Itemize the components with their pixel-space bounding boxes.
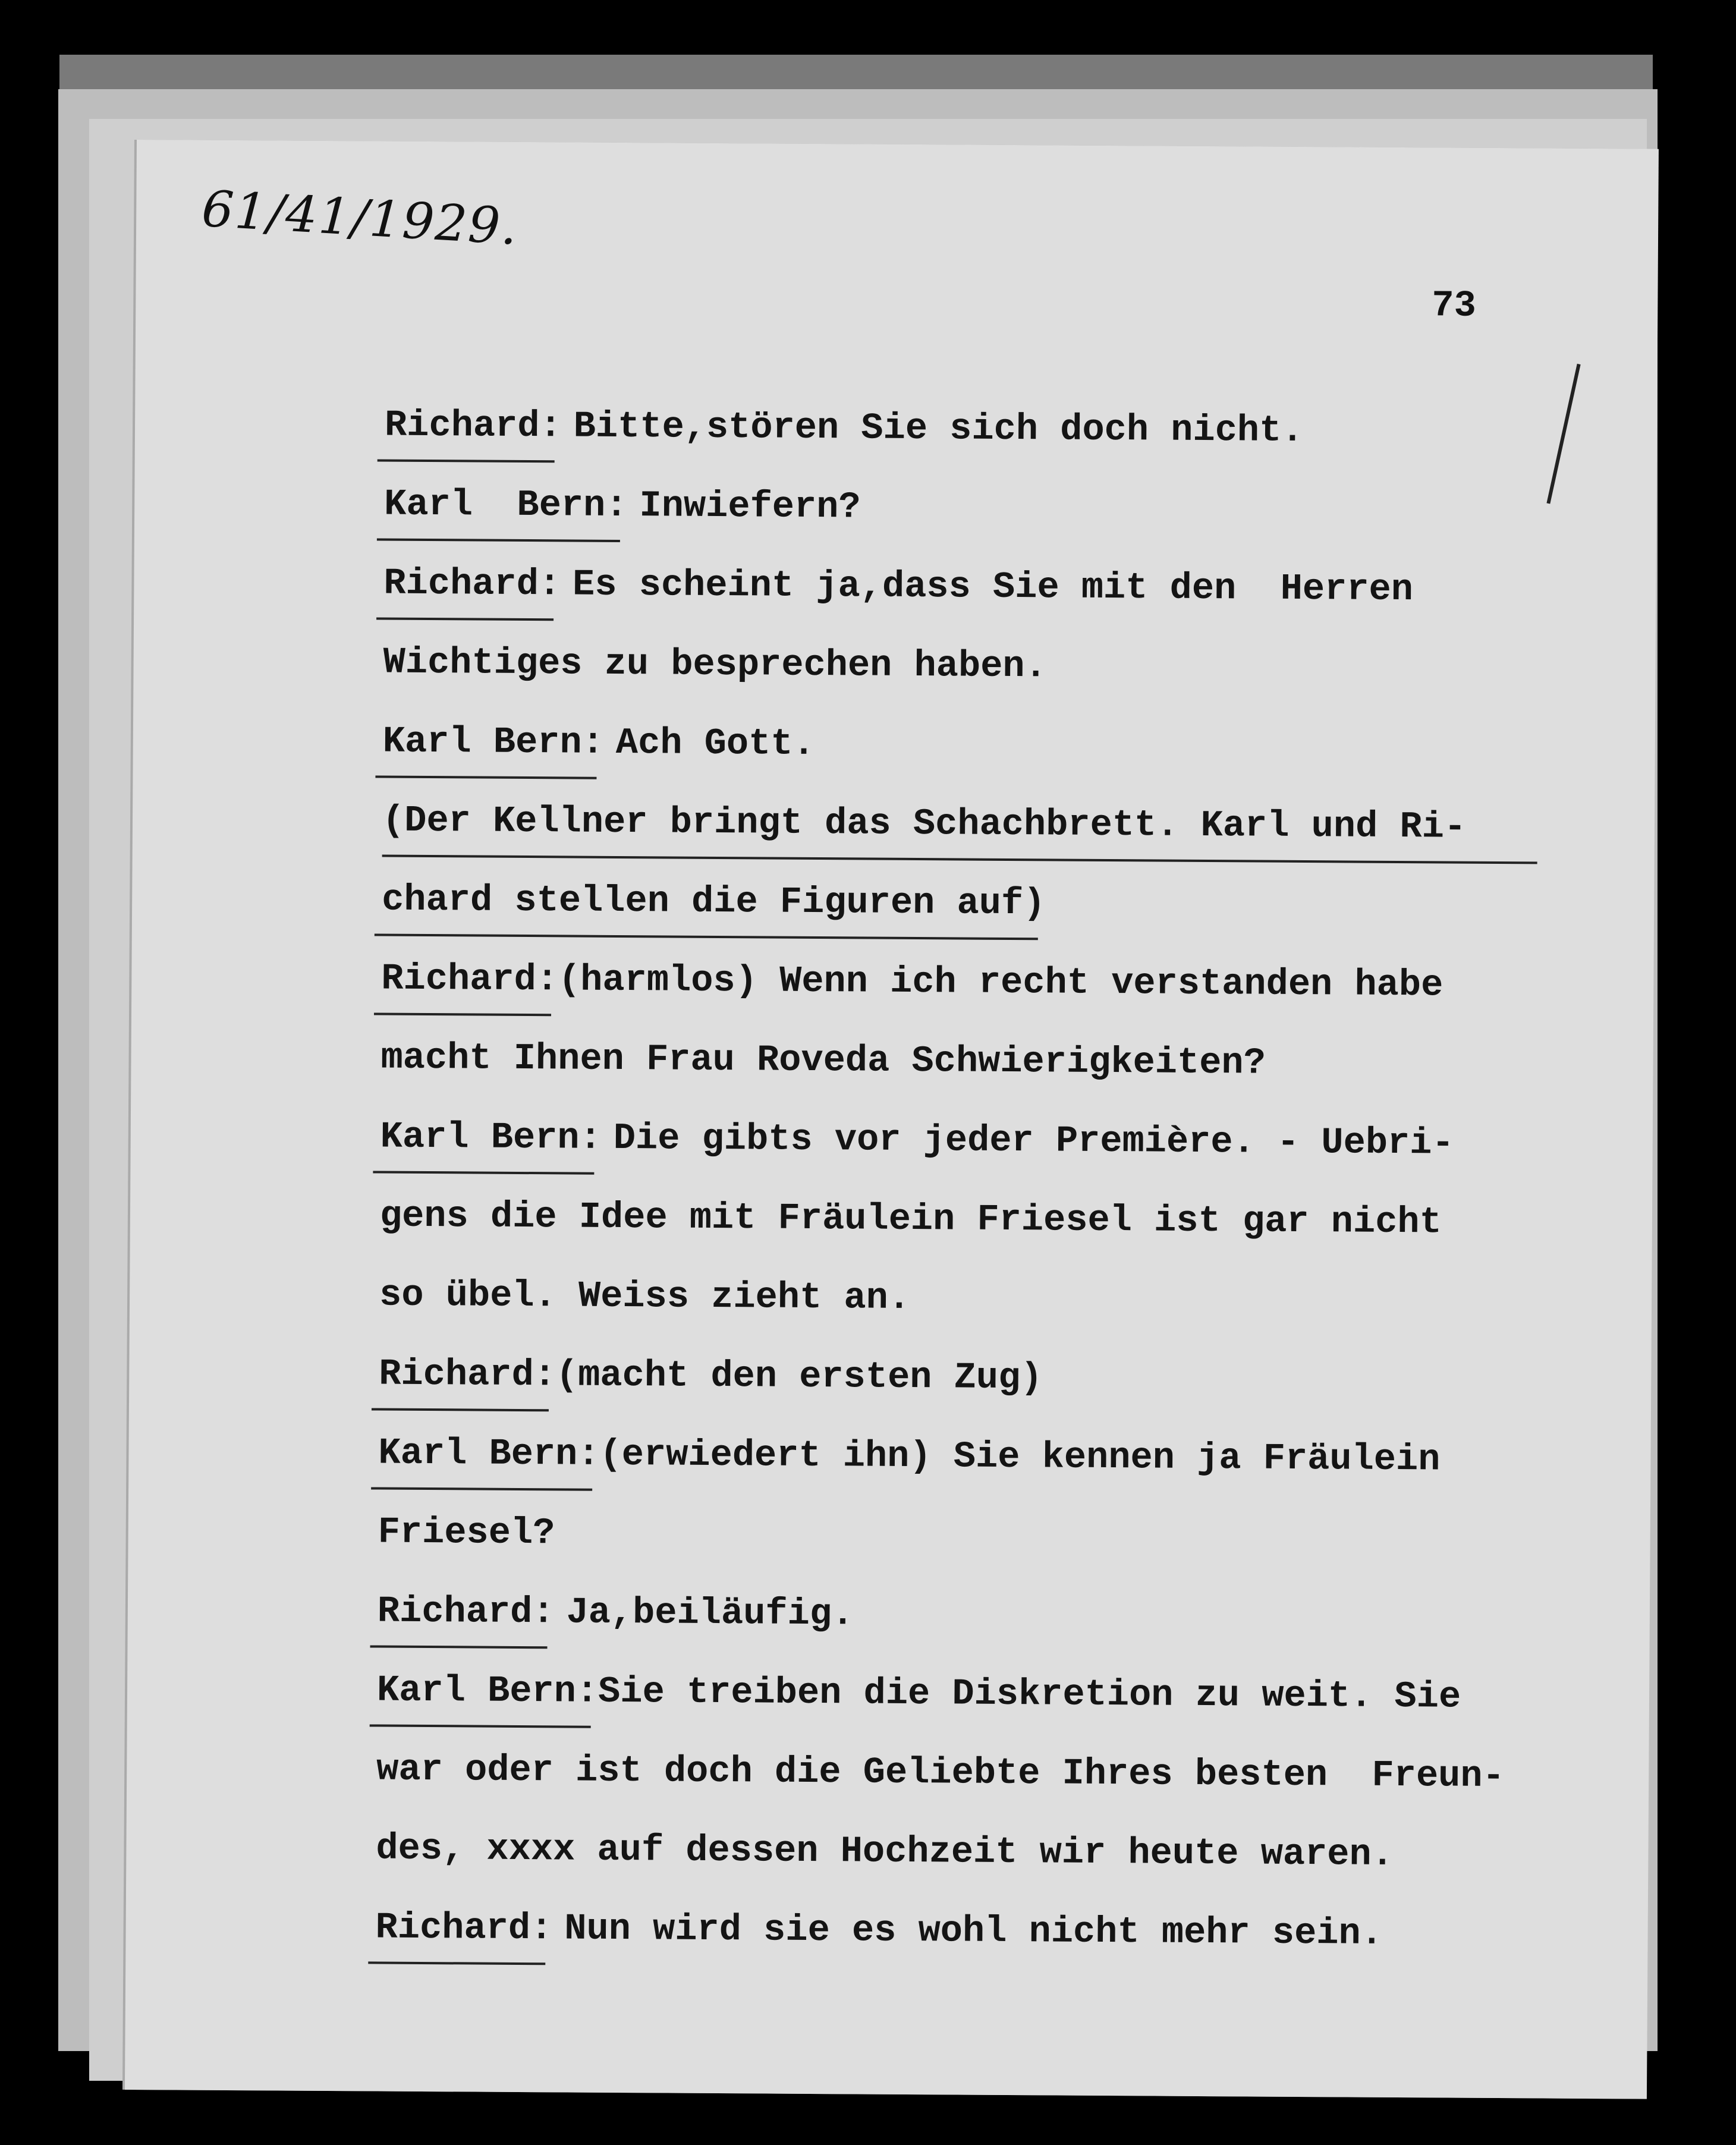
line-text: gens die Idee mit Fräulein Friesel ist gar nicht (379, 1194, 1442, 1244)
page-number: 73 (1432, 284, 1476, 327)
script-line (377, 1633, 1674, 1719)
speaker-label: Richard: (383, 562, 561, 606)
script-line (383, 684, 1680, 770)
line-text: Nun wird sie es wohl nicht mehr sein. (564, 1907, 1383, 1955)
line-text: Ja,beiläufig. (566, 1591, 854, 1636)
speaker-label: Karl Bern: (382, 720, 605, 764)
script-line (380, 1000, 1677, 1087)
script-line (376, 1712, 1673, 1798)
line-text: war oder ist doch die Geliebte Ihres besten Freun- (376, 1748, 1505, 1798)
script-line (382, 842, 1678, 929)
script-line (383, 605, 1680, 691)
line-text: Sie treiben die Diskretion zu weit. Sie (597, 1670, 1461, 1718)
line-text: Wichtiges zu besprechen haben. (383, 641, 1048, 688)
speaker-label: Richard: (381, 957, 559, 1001)
line-text: macht Ihnen Frau Roveda Schwierigkeiten? (380, 1036, 1266, 1084)
speaker-label: Karl Bern: (378, 1432, 600, 1476)
typescript-page (125, 140, 1659, 2099)
line-text: so übel. Weiss zieht an. (379, 1273, 911, 1319)
line-text: Inwiefern? (639, 485, 861, 529)
speaker-label: Karl Bern: (376, 1669, 599, 1713)
script-line (381, 921, 1678, 1008)
speaker-label: Richard: (375, 1906, 553, 1950)
script-line (379, 1237, 1676, 1324)
speaker-label: Karl Bern: (380, 1115, 602, 1159)
line-text: Friesel? (378, 1511, 555, 1555)
speaker-label: Richard: (377, 1590, 555, 1634)
line-text: (erwiedert ihn) Sie kennen ja Fräulein (599, 1433, 1441, 1481)
script-line (378, 1474, 1674, 1561)
line-text: Bitte,stören Sie sich doch nicht. (573, 405, 1304, 452)
speaker-label: Richard: (384, 404, 562, 448)
speaker-label: Karl Bern: (384, 483, 628, 527)
line-text: des, xxxx auf dessen Hochzeit wir heute waren. (376, 1827, 1394, 1876)
stage-direction: (Der Kellner bringt das Schachbrett. Karl und Ri- (382, 799, 1467, 848)
stage-direction: chard stellen die Figuren auf) (381, 878, 1046, 925)
line-text: (macht den ersten Zug) (555, 1354, 1043, 1399)
script-line (380, 1079, 1677, 1166)
script-line (385, 367, 1681, 454)
script-line (376, 1791, 1672, 1877)
script-line (379, 1316, 1675, 1403)
script-line (378, 1395, 1675, 1482)
speaker-label: Richard: (379, 1353, 556, 1397)
handwritten-date: 61/41/1929. (200, 179, 520, 256)
script-line (383, 526, 1680, 612)
script-line (380, 1158, 1677, 1245)
script-text (375, 367, 1681, 1957)
line-text: Die gibts vor jeder Première. - Uebri- (613, 1116, 1454, 1165)
line-text: (harmlos) Wenn ich recht verstanden habe (558, 958, 1443, 1007)
script-line (384, 446, 1681, 533)
line-text: Ach Gott. (615, 721, 815, 765)
script-line (378, 1553, 1674, 1640)
script-line (375, 1870, 1672, 1957)
line-text: Es scheint ja,dass Sie mit den Herren (572, 563, 1414, 611)
script-line (382, 763, 1679, 850)
